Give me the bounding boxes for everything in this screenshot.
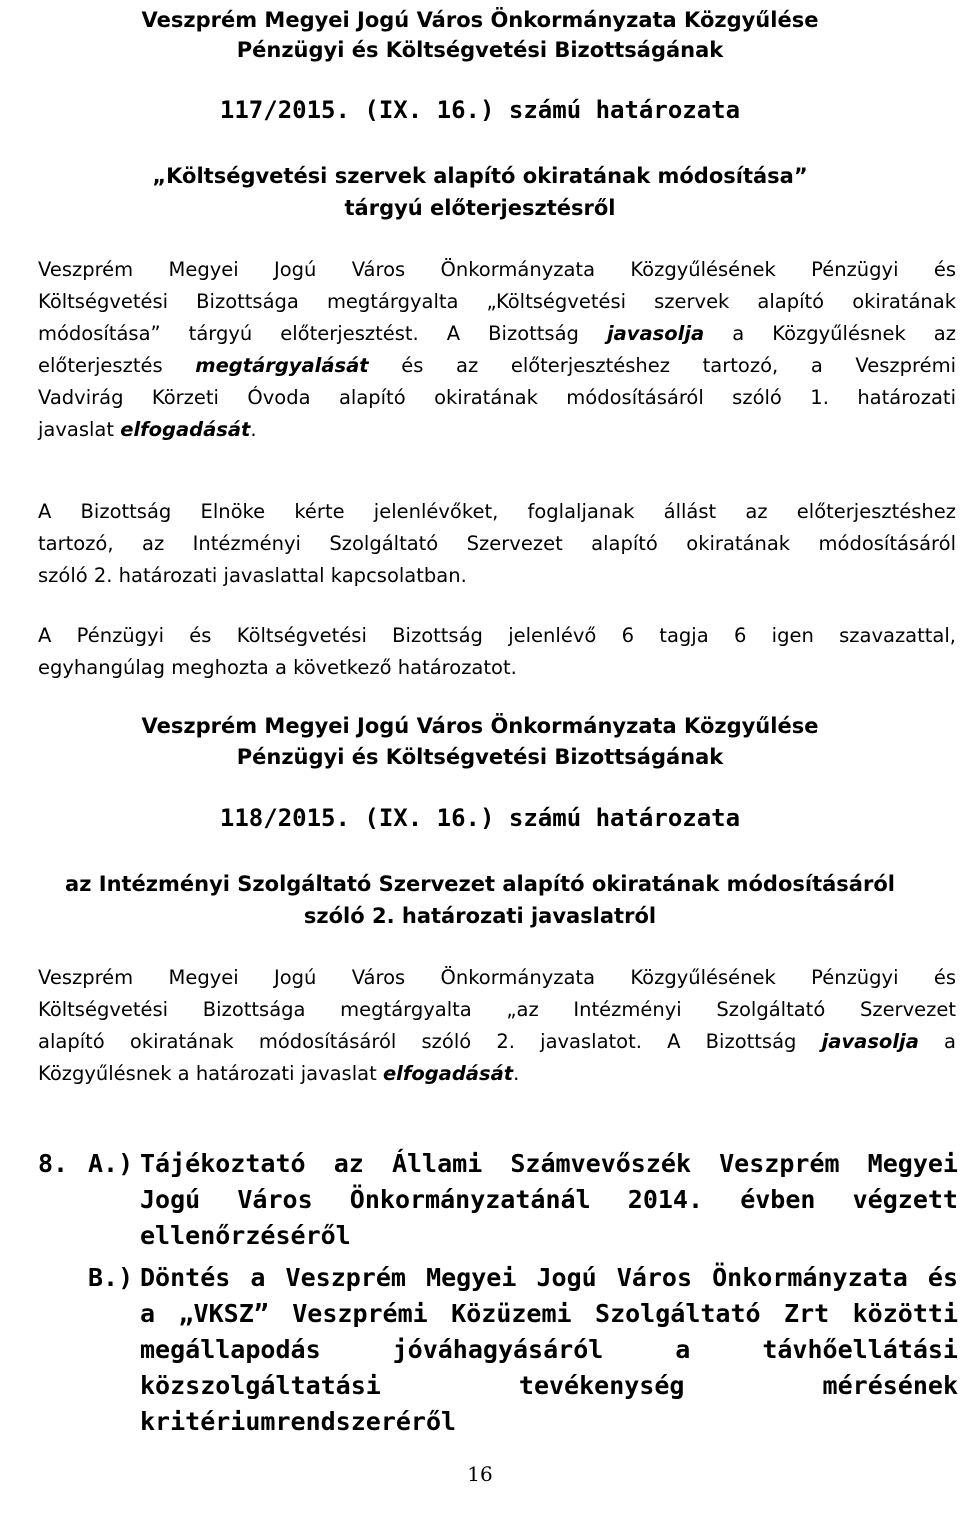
text-line: tartozó, az Intézményi Szolgáltató Szervezet alapító okiratának módosításáról [38, 532, 956, 555]
paragraph-committee-discussion [38, 254, 956, 446]
text-line: Tájékoztató az Állami Számvevőszék Veszprém Megyei [140, 1149, 958, 1178]
agenda-section [38, 1146, 958, 1440]
text-line: a „VKSZ” Veszprémi Közüzemi Szolgáltató Zrt közötti [140, 1299, 958, 1328]
text-line: ellenőrzéséről [140, 1221, 351, 1250]
text-line: egyhangúlag meghozta a következő határozatot. [38, 656, 517, 679]
text-line: A Bizottság Elnöke kérte jelenlévőket, foglaljanak állást az előterjesztéshez [38, 500, 956, 523]
subject-line2-block2: szóló 2. határozati javaslatról [303, 904, 657, 928]
text-line: kritériumrendszeréről [140, 1407, 457, 1436]
resolution-number: 117/2015. (IX. 16.) számú határozata [219, 96, 741, 124]
org-title-line1: Veszprém Megyei Jogú Város Önkormányzata Közgyűlése [141, 8, 819, 32]
emphasis-javasolja: javasolja [821, 1030, 919, 1053]
text-line: Vadvirág Körzeti Óvoda alapító okiratának módosításáról szóló 1. határozati [38, 386, 956, 409]
emphasis-megtargyalasat: megtárgyalását [195, 354, 369, 377]
text-line: Veszprém Megyei Jogú Város Önkormányzata Közgyűlésének Pénzügyi és [38, 258, 956, 281]
agenda-item-number: 8. [38, 1149, 69, 1178]
agenda-item-label: B.) [88, 1263, 134, 1292]
text-line: közszolgáltatási tevékenység mérésének [140, 1371, 958, 1400]
text-line: Közgyűlésnek a határozati javaslat elfogadását. [38, 1062, 520, 1085]
org-title-line1-block2: Veszprém Megyei Jogú Város Önkormányzata Közgyűlése [141, 714, 819, 738]
emphasis-elfogadasat: elfogadását [120, 418, 251, 441]
text-line: A Pénzügyi és Költségvetési Bizottság jelenlévő 6 tagja 6 igen szavazattal, [38, 624, 956, 647]
agenda-item-text [140, 1146, 958, 1254]
text-line: Veszprém Megyei Jogú Város Önkormányzata Közgyűlésének Pénzügyi és [38, 966, 956, 989]
agenda-item-a [88, 1146, 958, 1254]
agenda-item-text [140, 1260, 958, 1440]
text-line: alapító okiratának módosításáról szóló 2. javaslatot. A Bizottság javasolja a [38, 1030, 956, 1053]
text-line: Jogú Város Önkormányzatánál 2014. évben végzett [140, 1185, 958, 1214]
text-line: Döntés a Veszprém Megyei Jogú Város Önkormányzata és [140, 1263, 958, 1292]
org-title-line2-block2: Pénzügyi és Költségvetési Bizottságának [236, 745, 724, 769]
agenda-item-label: A.) [88, 1149, 134, 1178]
text-line: szóló 2. határozati javaslattal kapcsolatban. [38, 564, 467, 587]
paragraph-committee-discussion-block2 [38, 962, 956, 1090]
subject-line1: „Költségvetési szervek alapító okiratának módosítása” [152, 164, 808, 188]
subject-line2: tárgyú előterjesztésről [344, 196, 616, 220]
emphasis-elfogadasat: elfogadását [382, 1062, 514, 1085]
paragraph-chair-request [38, 496, 956, 592]
agenda-item-b [88, 1260, 958, 1440]
page-number: 16 [467, 1462, 493, 1486]
text-line: megállapodás jóváhagyásáról a távhőellátási [140, 1335, 958, 1364]
subject-line1-block2: az Intézményi Szolgáltató Szervezet alapító okiratának módosításáról [65, 872, 895, 896]
text-line: módosítása” tárgyú előterjesztést. A Bizottság javasolja a Közgyűlésnek az [38, 322, 956, 345]
resolution-number-block2: 118/2015. (IX. 16.) számú határozata [219, 804, 741, 832]
text-line: Költségvetési Bizottsága megtárgyalta „Költségvetési szervek alapító okiratának [38, 290, 956, 313]
text-line: előterjesztés megtárgyalását és az előterjesztéshez tartozó, a Veszprémi [38, 354, 956, 377]
text-line: javaslat elfogadását. [38, 418, 257, 441]
emphasis-javasolja: javasolja [606, 322, 705, 345]
text-line: Költségvetési Bizottsága megtárgyalta „az Intézményi Szolgáltató Szervezet [38, 998, 956, 1021]
org-title-line2: Pénzügyi és Költségvetési Bizottságának [236, 38, 724, 62]
paragraph-vote-result [38, 620, 956, 684]
agenda-items [88, 1146, 958, 1440]
